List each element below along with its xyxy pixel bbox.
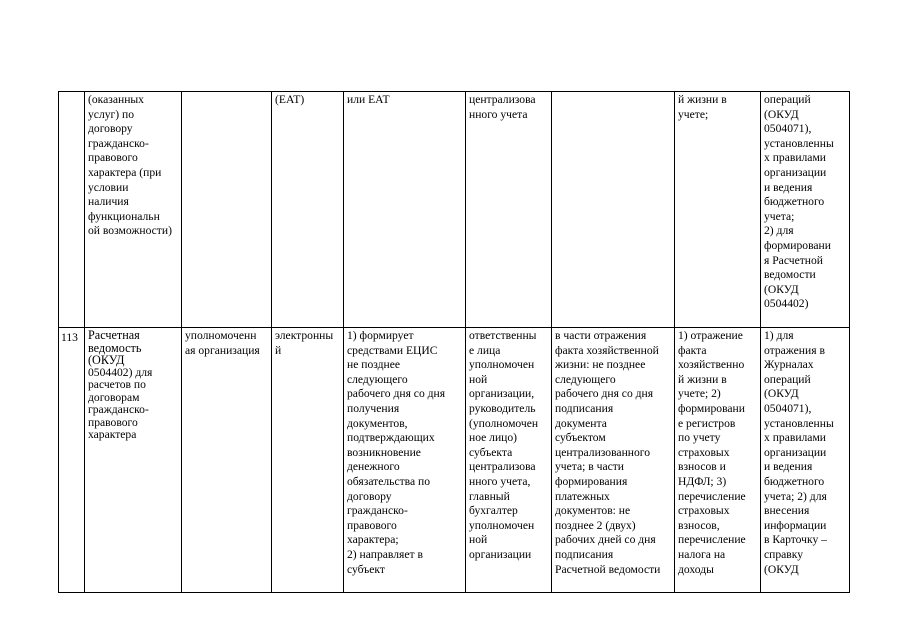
table-row — [59, 92, 850, 328]
signatories-cell: централизова нного учета — [466, 92, 552, 328]
document-table — [58, 91, 850, 593]
row-number-cell — [59, 92, 85, 328]
responsible-organization-cell: уполномоченн ая организация — [182, 328, 272, 593]
responsible-organization-cell — [182, 92, 272, 328]
document-title-continuation: 0504402) для расчетов по договорам гражданско- правового характера — [88, 365, 153, 441]
purpose-cell: й жизни в учете; — [675, 92, 761, 328]
row-number-cell: 113 — [59, 328, 85, 593]
registers-cell: операций (ОКУД 0504071), установленны х правилами организации и ведения бюджетного учета; 2) для формировани я Расчетной ведомости (ОКУД 0504402) — [761, 92, 850, 328]
document-form-cell: электронны й — [272, 328, 344, 593]
registers-cell: 1) для отражения в Журналах операций (ОКУД 0504071), установленны х правилами организации и ведения бюджетного учета; 2) для внесения информации в Карточку – справку (ОКУД — [761, 328, 850, 593]
document-name-cell: (оказанных услуг) по договору гражданско- правового характера (при условии наличия функциональн ой возможности) — [85, 92, 182, 328]
signatories-cell: ответственны е лица уполномочен ной организации, руководитель (уполномочен ное лицо) субъекта централизова нного учета, главный бухгалтер уполномочен ной организации — [466, 328, 552, 593]
formation-procedure-cell: или ЕАТ — [344, 92, 466, 328]
deadline-cell — [552, 92, 675, 328]
deadline-cell: в части отражения факта хозяйственной жизни: не позднее следующего рабочего дня со дня подписания документа субъектом централизованного учета; в части формирования платежных документов: не позднее 2 (двух) рабочих дней со дня подписания Расчетной ведомости — [552, 328, 675, 593]
formation-procedure-cell: 1) формирует средствами ЕЦИС не позднее следующего рабочего дня со дня получения документов, подтверждающих возникновение денежного обязательства по договору гражданско- правового характера; 2) направляет в субъект — [344, 328, 466, 593]
purpose-cell: 1) отражение факта хозяйственно й жизни в учете; 2) формировани е регистров по учету страховых взносов и НДФЛ; 3) перечисление страховых взносов, перечисление налога на доходы — [675, 328, 761, 593]
table-row — [59, 328, 850, 593]
document-title: Расчетная ведомость (ОКУД — [88, 328, 142, 367]
document-name-cell — [85, 328, 182, 593]
document-form-cell: (ЕАТ) — [272, 92, 344, 328]
